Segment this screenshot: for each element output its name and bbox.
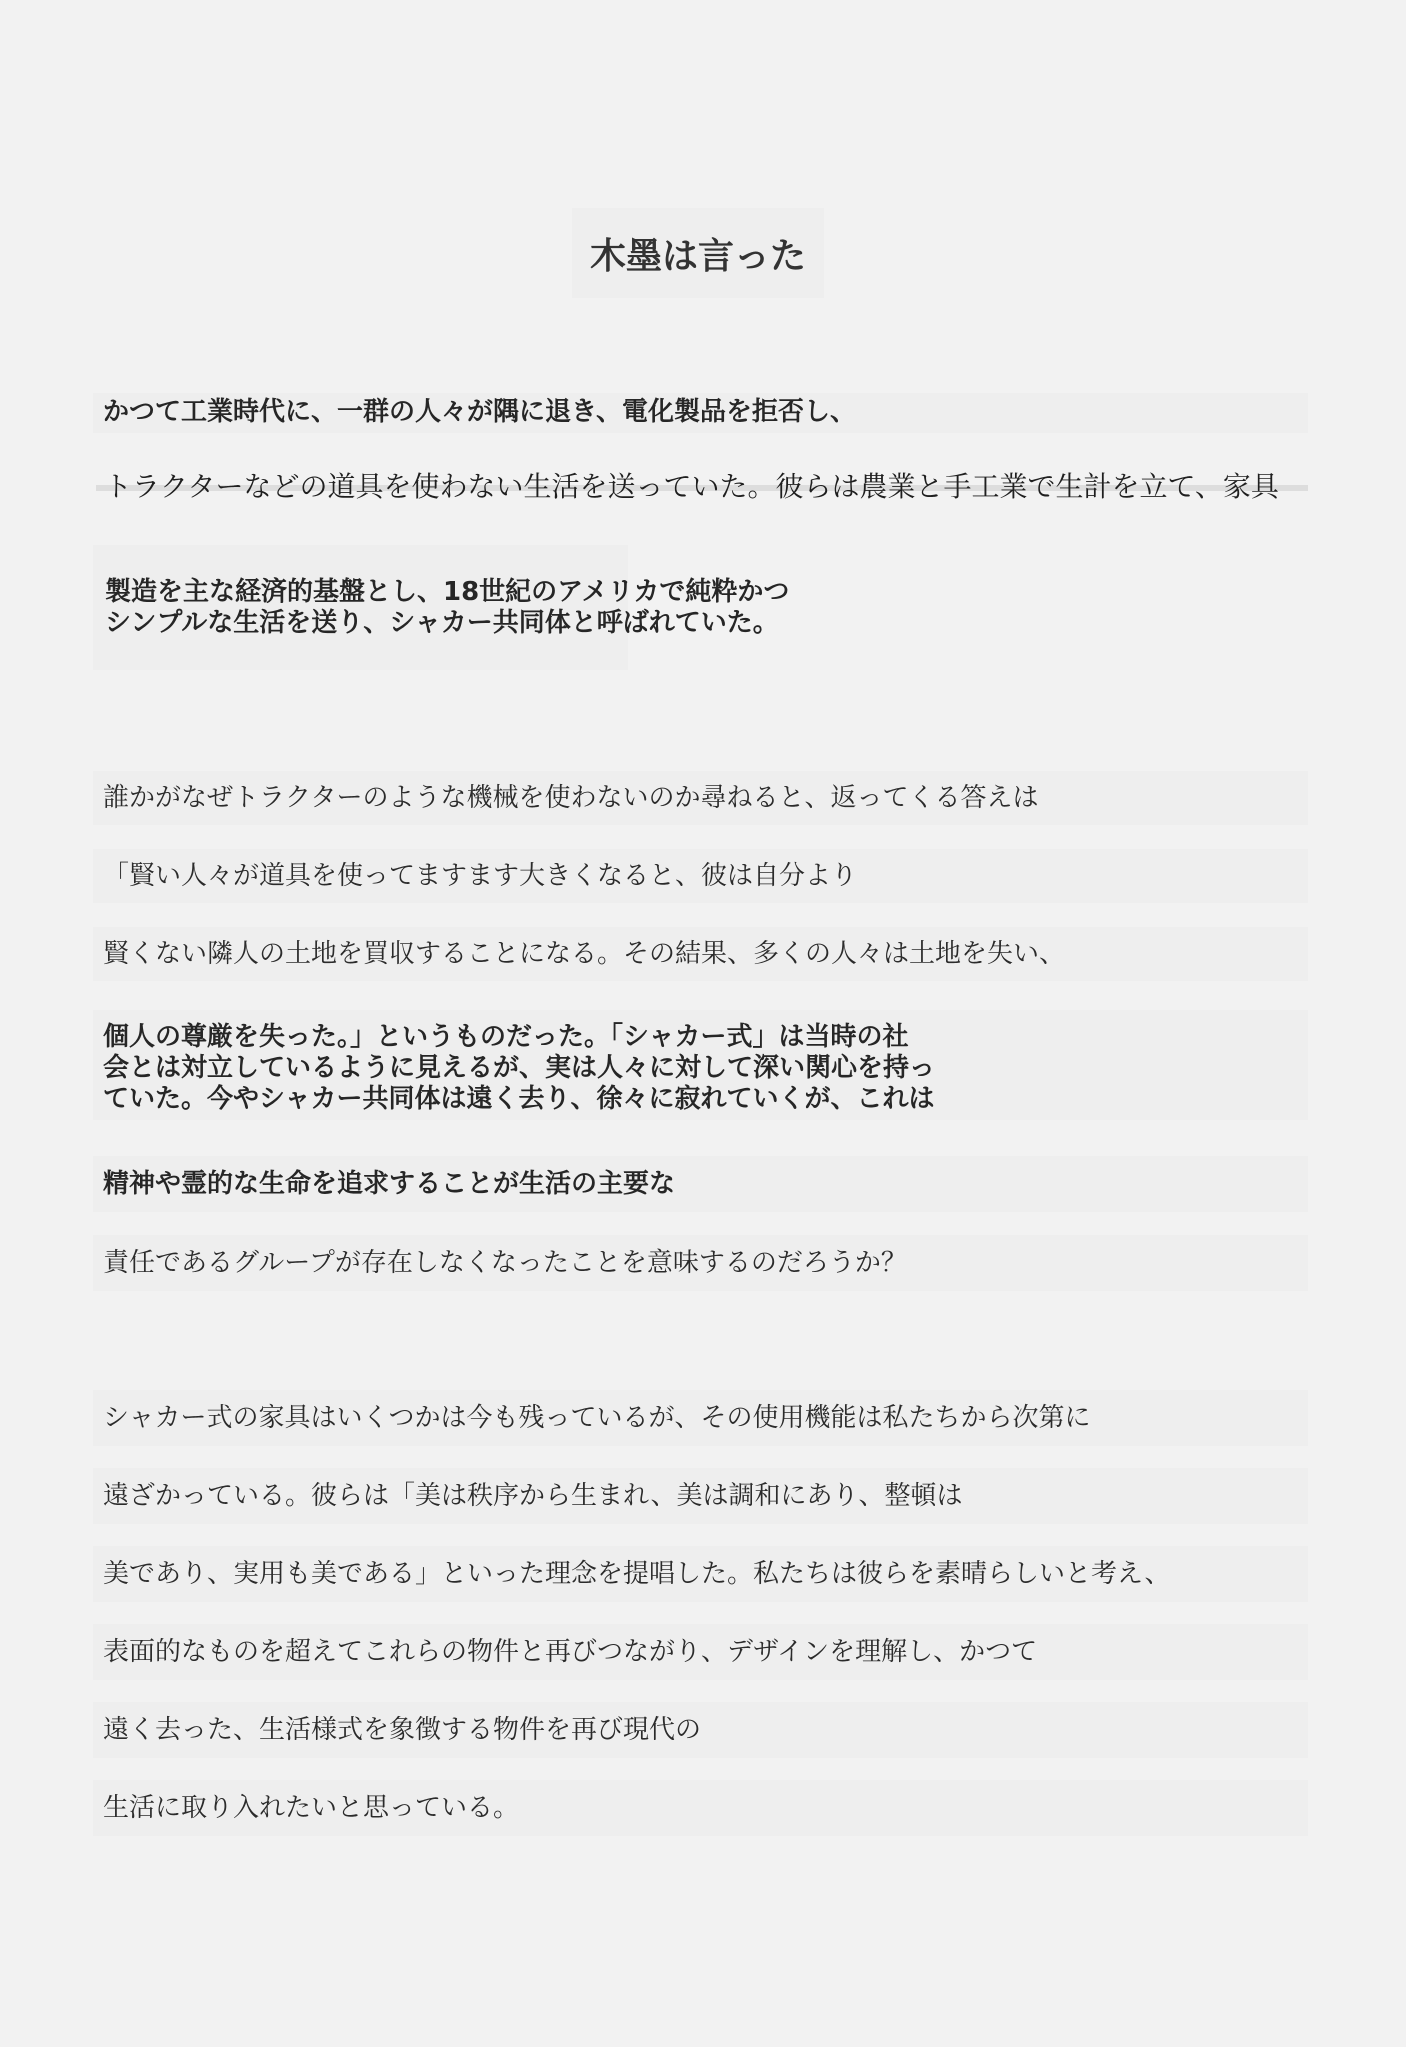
middle-line-1: 誰かがなぜトラクターのような機械を使わないのか尋ねると、返ってくる答えは <box>93 771 1308 825</box>
closing-line-2: 遠ざかっている。彼らは「美は秩序から生まれ、美は調和にあり、整頓は <box>93 1468 1308 1524</box>
intro-line-2 <box>96 455 1308 515</box>
closing-line-1: シャカー式の家具はいくつかは今も残っているが、その使用機能は私たちから次第に <box>93 1390 1308 1446</box>
intro-block-line-1: 製造を主な経済的基盤とし、18世紀のアメリカで純粋かつ <box>105 577 790 607</box>
middle-block-line-3: ていた。今やシャカー共同体は遠く去り、徐々に寂れていくが、これは <box>103 1084 935 1114</box>
middle-block-line-1: 個人の尊厳を失った。」というものだった。「シャカー式」は当時の社 <box>103 1022 909 1052</box>
intro-paragraph-block <box>93 545 790 670</box>
page-title: 木墨は言った <box>572 208 824 298</box>
closing-line-5: 遠く去った、生活様式を象徴する物件を再び現代の <box>93 1702 1308 1758</box>
middle-line-3: 賢くない隣人の土地を買収することになる。その結果、多くの人々は土地を失い、 <box>93 927 1308 981</box>
closing-line-3: 美であり、実用も美である」といった理念を提唱した。私たちは彼らを素晴らしいと考え、 <box>93 1546 1308 1602</box>
middle-line-2: 「賢い人々が道具を使ってますます大きくなると、彼は自分より <box>93 849 1308 903</box>
closing-line-6: 生活に取り入れたいと思っている。 <box>93 1780 1308 1836</box>
intro-line-1: かつて工業時代に、一群の人々が隅に退き、電化製品を拒否し、 <box>93 393 1308 433</box>
middle-block-line-2: 会とは対立しているように見えるが、実は人々に対して深い関心を持っ <box>103 1053 936 1083</box>
middle-line-4: 精神や霊的な生命を追求することが生活の主要な <box>93 1156 1308 1212</box>
middle-line-5: 責任であるグループが存在しなくなったことを意味するのだろうか？ <box>93 1235 1308 1291</box>
middle-paragraph-block <box>93 1010 1308 1120</box>
intro-block-line-2: シンプルな生活を送り、シャカー共同体と呼ばれていた。 <box>105 608 779 638</box>
intro-line-2-text: トラクターなどの道具を使わない生活を送っていた。彼らは農業と手工業で生計を立て、家具 <box>104 470 1279 503</box>
closing-line-4: 表面的なものを超えてこれらの物件と再びつながり、デザインを理解し、かつて <box>93 1624 1308 1680</box>
